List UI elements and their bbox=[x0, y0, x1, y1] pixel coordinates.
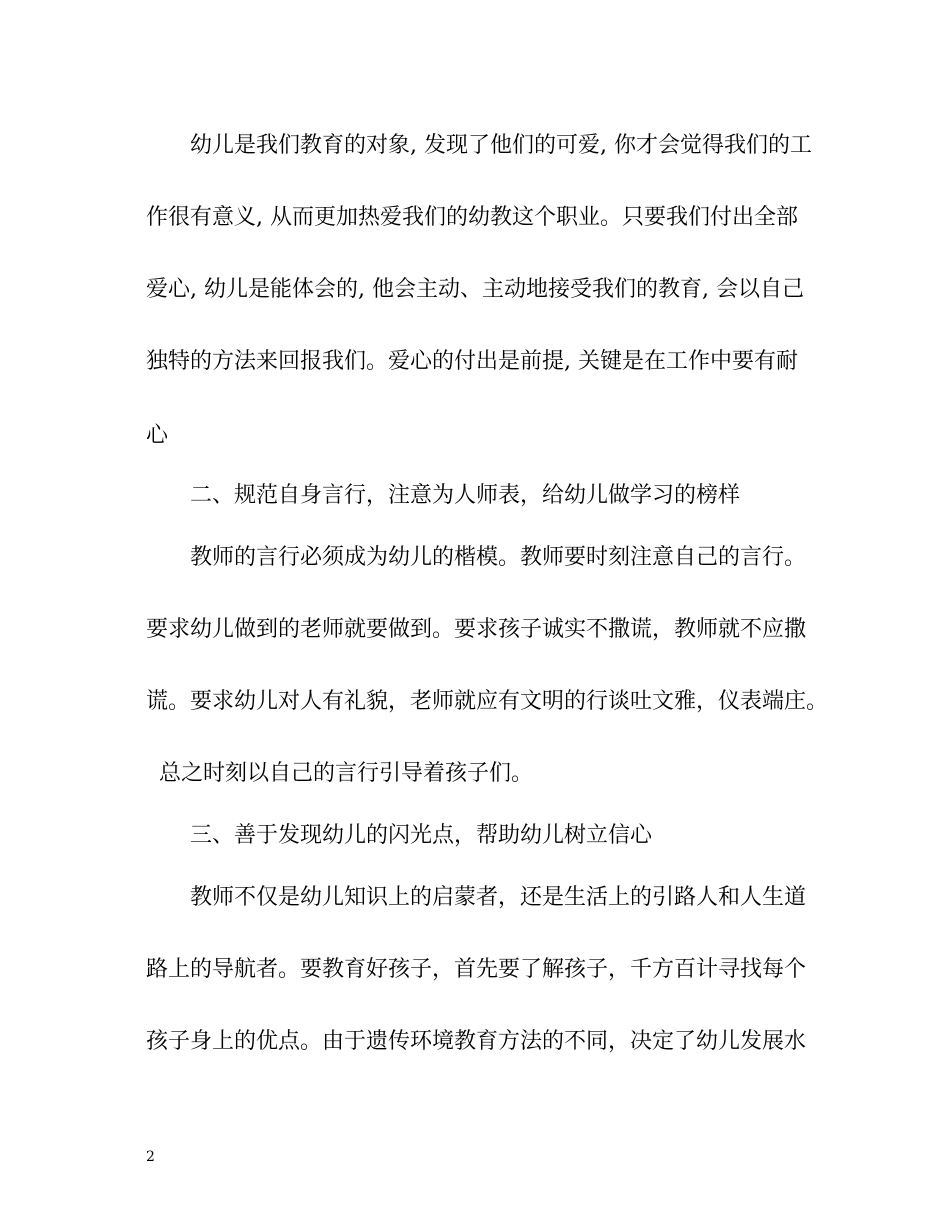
paragraph-line: 爱心, 幼儿是能体会的, 他会主动、主动地接受我们的教育, 会以自己 bbox=[146, 277, 804, 302]
paragraph-line: 孩子身上的优点。由于遗传环境教育方法的不同，决定了幼儿发展水 bbox=[146, 1029, 807, 1054]
section-heading: 三、善于发现幼儿的闪光点，帮助幼儿树立信心 bbox=[190, 823, 653, 848]
paragraph-line: 作很有意义, 从而更加热爱我们的幼教这个职业。只要我们付出全部 bbox=[146, 205, 798, 230]
paragraph-line: 要求幼儿做到的老师就要做到。要求孩子诚实不撒谎，教师就不应撒 bbox=[146, 617, 807, 642]
paragraph-line: 教师的言行必须成为幼儿的楷模。教师要时刻注意自己的言行。 bbox=[190, 545, 807, 570]
paragraph-line: 独特的方法来回报我们。爱心的付出是前提, 关键是在工作中要有耐 bbox=[146, 349, 798, 374]
paragraph-line: 谎。要求幼儿对人有礼貌，老师就应有文明的行谈吐文雅，仪表端庄。 bbox=[146, 689, 829, 714]
paragraph-line: 幼儿是我们教育的对象, 发现了他们的可爱, 你才会觉得我们的工 bbox=[190, 133, 812, 158]
paragraph-line: 路上的导航者。要教育好孩子，首先要了解孩子，千方百计寻找每个 bbox=[146, 957, 807, 982]
section-heading: 二、规范自身言行，注意为人师表，给幼儿做学习的榜样 bbox=[190, 483, 741, 508]
paragraph-line: 心 bbox=[146, 423, 169, 448]
paragraph-line: 总之时刻以自己的言行引导着孩子们。 bbox=[159, 761, 534, 786]
page-number: 2 bbox=[146, 1149, 155, 1165]
paragraph-line: 教师不仅是幼儿知识上的启蒙者，还是生活上的引路人和人生道 bbox=[190, 885, 807, 910]
